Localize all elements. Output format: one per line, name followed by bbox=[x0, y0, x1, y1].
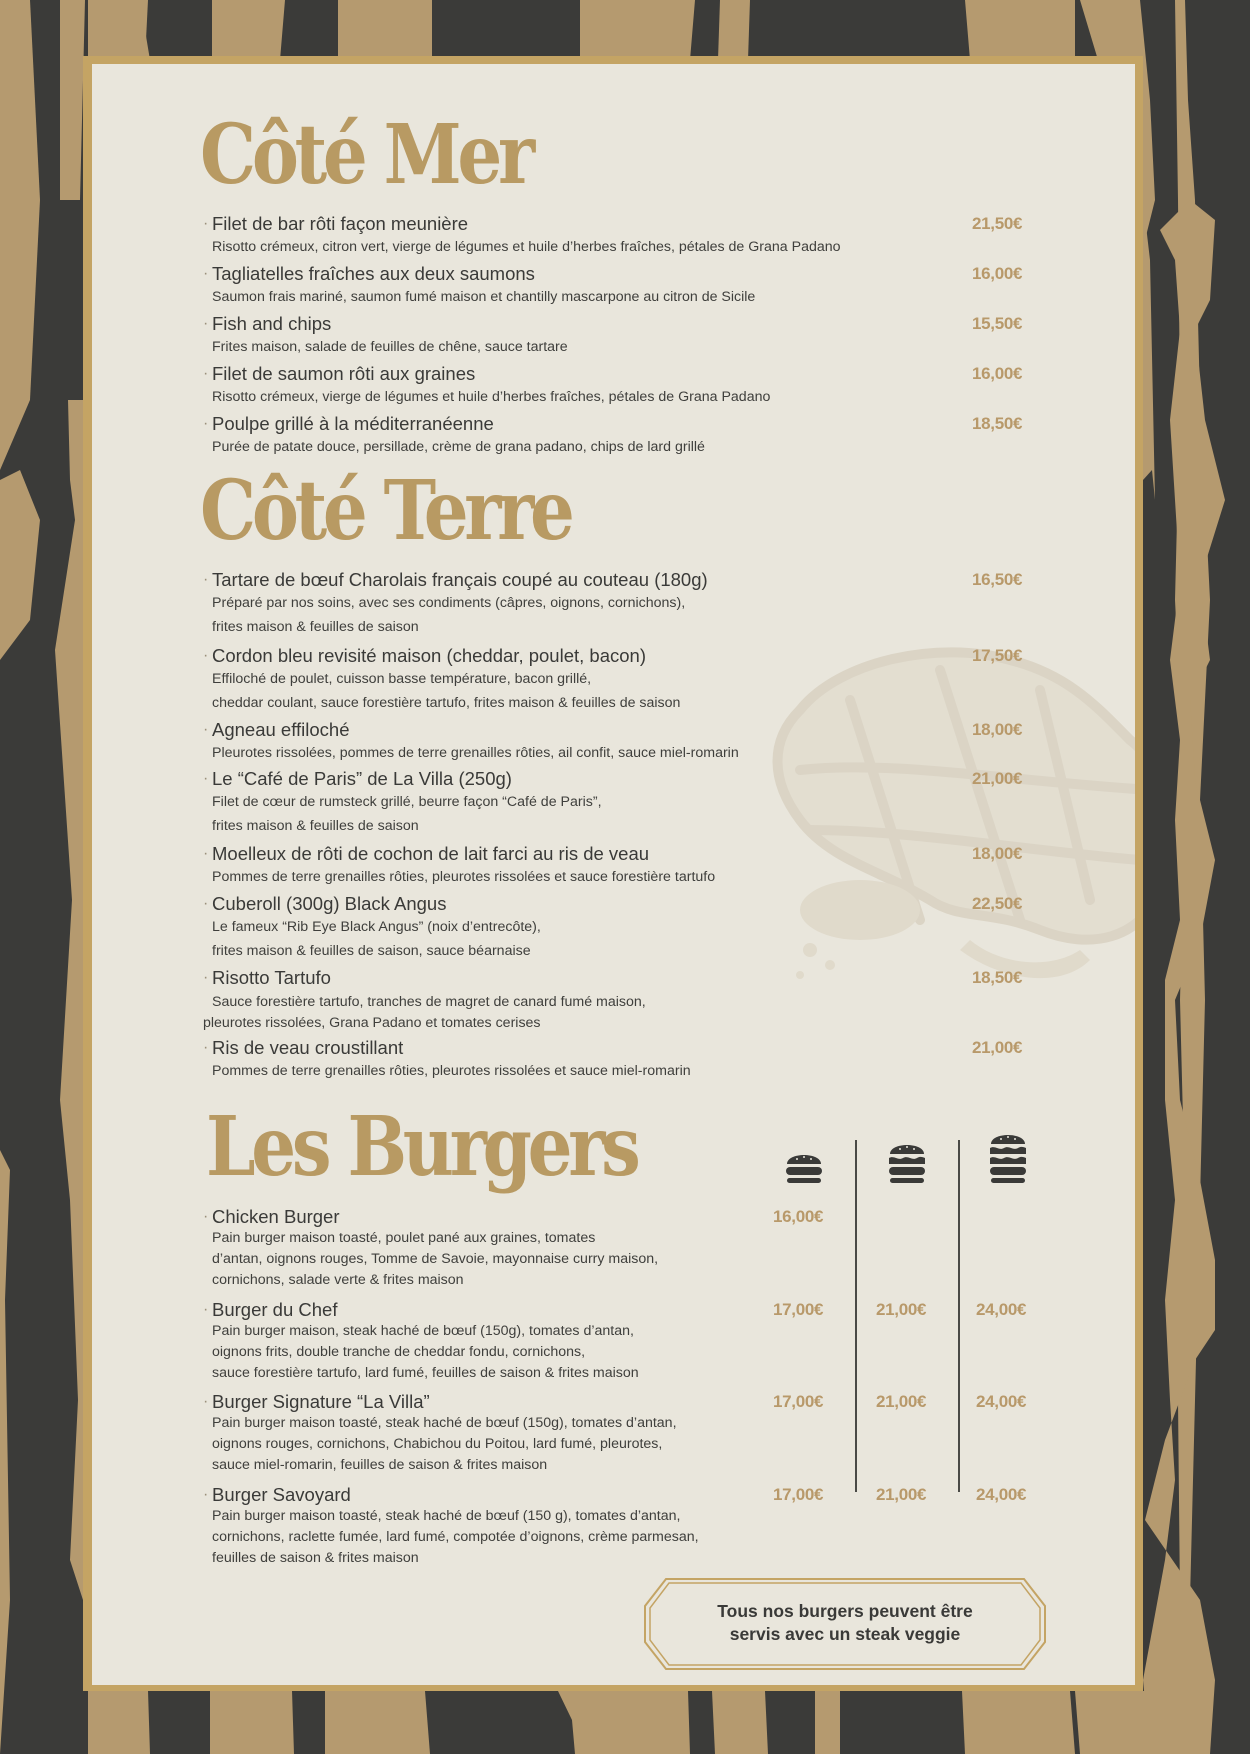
item-desc: cheddar coulant, sauce forestière tartufo, frites maison & feuilles de saison bbox=[212, 695, 681, 711]
item-desc: Frites maison, salade de feuilles de chêne, sauce tartare bbox=[212, 339, 568, 355]
item-name: · Filet de saumon rôti aux graines bbox=[203, 363, 953, 385]
menu-item bbox=[203, 1206, 953, 1291]
item-desc: Pommes de terre grenailles rôties, pleurotes rissolées et sauce miel-romarin bbox=[212, 1063, 691, 1079]
item-desc: Préparé par nos soins, avec ses condiments (câpres, oignons, cornichons), bbox=[212, 595, 686, 611]
item-price: 18,00€ bbox=[972, 720, 1023, 739]
menu-item bbox=[203, 263, 953, 309]
item-price-triple: 24,00€ bbox=[976, 1392, 1027, 1411]
item-desc: sauce miel-romarin, feuilles de saison & frites maison bbox=[212, 1457, 548, 1473]
menu-item bbox=[203, 363, 953, 409]
item-name: · Burger Signature “La Villa” bbox=[203, 1391, 953, 1413]
menu-item bbox=[203, 1299, 953, 1384]
veggie-note-box bbox=[644, 1578, 1046, 1670]
section-title-burgers: Les Burgers bbox=[206, 1099, 637, 1195]
menu-item bbox=[203, 1391, 953, 1476]
menu-panel bbox=[92, 64, 1135, 1685]
item-name: · Ris de veau croustillant bbox=[203, 1037, 953, 1059]
column-divider bbox=[958, 1140, 960, 1492]
item-name: · Filet de bar rôti façon meunière bbox=[203, 213, 953, 235]
menu-item bbox=[203, 213, 953, 259]
double-burger-icon bbox=[888, 1140, 926, 1184]
veggie-note-text bbox=[644, 1600, 1046, 1646]
item-price-triple: 24,00€ bbox=[976, 1485, 1027, 1504]
item-desc: Purée de patate douce, persillade, crème de grana padano, chips de lard grillé bbox=[212, 439, 705, 455]
item-price: 18,50€ bbox=[972, 968, 1023, 987]
item-desc: Sauce forestière tartufo, tranches de magret de canard fumé maison, bbox=[212, 994, 646, 1010]
menu-item bbox=[203, 1484, 953, 1569]
item-desc: Pain burger maison toasté, steak haché de bœuf (150 g), tomates d’antan, bbox=[212, 1508, 681, 1524]
item-price-single: 16,00€ bbox=[773, 1207, 824, 1226]
item-desc bbox=[203, 1013, 953, 1034]
item-name: · Burger Savoyard bbox=[203, 1484, 953, 1506]
item-desc: cornichons, raclette fumée, lard fumé, compotée d’oignons, crème parmesan, bbox=[212, 1529, 699, 1545]
item-name: · Le “Café de Paris” de La Villa (250g) bbox=[203, 768, 953, 790]
item-name: · Agneau effiloché bbox=[203, 719, 953, 741]
item-desc: Pommes de terre grenailles rôties, pleurotes rissolées et sauce forestière tartufo bbox=[212, 869, 716, 885]
menu-item bbox=[203, 569, 953, 639]
item-desc: frites maison & feuilles de saison, sauce béarnaise bbox=[212, 943, 531, 959]
item-price: 21,50€ bbox=[972, 214, 1023, 233]
item-price: 22,50€ bbox=[972, 894, 1023, 913]
item-price-single: 17,00€ bbox=[773, 1392, 824, 1411]
item-desc: Pleurotes rissolées, pommes de terre grenailles rôties, ail confit, sauce miel-romarin bbox=[212, 745, 739, 761]
menu-item bbox=[203, 645, 953, 715]
item-price: 21,00€ bbox=[972, 769, 1023, 788]
section-title-mer: Côté Mer bbox=[200, 107, 531, 203]
veggie-note-line: Tous nos burgers peuvent être bbox=[717, 1601, 973, 1621]
menu-item bbox=[203, 1037, 953, 1083]
menu-item bbox=[203, 413, 953, 459]
menu-item bbox=[203, 843, 953, 889]
item-name: · Moelleux de rôti de cochon de lait farci au ris de veau bbox=[203, 843, 953, 865]
menu-item bbox=[203, 893, 953, 963]
item-price: 18,50€ bbox=[972, 414, 1023, 433]
item-desc: sauce forestière tartufo, lard fumé, feuilles de saison & frites maison bbox=[212, 1365, 639, 1381]
item-desc: Pain burger maison toasté, steak haché de bœuf (150g), tomates d’antan, bbox=[212, 1415, 677, 1431]
item-name: · Fish and chips bbox=[203, 313, 953, 335]
item-name: · Chicken Burger bbox=[203, 1206, 953, 1228]
item-desc: d’antan, oignons rouges, Tomme de Savoie, mayonnaise curry maison, bbox=[212, 1251, 659, 1267]
item-price-double: 21,00€ bbox=[876, 1300, 927, 1319]
item-price-double: 21,00€ bbox=[876, 1485, 927, 1504]
item-desc: Risotto crémeux, citron vert, vierge de légumes et huile d’herbes fraîches, pétales de Grana Padano bbox=[212, 239, 841, 255]
item-name: · Cuberoll (300g) Black Angus bbox=[203, 893, 953, 915]
item-price: 18,00€ bbox=[972, 844, 1023, 863]
item-desc: cornichons, salade verte & frites maison bbox=[212, 1272, 464, 1288]
item-desc: frites maison & feuilles de saison bbox=[212, 818, 419, 834]
item-name: · Risotto Tartufo bbox=[203, 967, 953, 989]
item-desc: Pain burger maison, steak haché de bœuf (150g), tomates d’antan, bbox=[212, 1323, 634, 1339]
item-desc: Pain burger maison toasté, poulet pané aux graines, tomates bbox=[212, 1230, 596, 1246]
item-price: 21,00€ bbox=[972, 1038, 1023, 1057]
item-name: · Tartare de bœuf Charolais français coupé au couteau (180g) bbox=[203, 569, 953, 591]
item-desc: oignons rouges, cornichons, Chabichou du Poitou, lard fumé, pleurotes, bbox=[212, 1436, 663, 1452]
item-desc-line: pleurotes rissolées, Grana Padano et tomates cerises bbox=[203, 1015, 541, 1031]
item-name: · Poulpe grillé à la méditerranéenne bbox=[203, 413, 953, 435]
single-burger-icon bbox=[785, 1150, 823, 1184]
veggie-note-line: servis avec un steak veggie bbox=[729, 1624, 961, 1644]
item-price: 16,00€ bbox=[972, 364, 1023, 383]
triple-burger-icon bbox=[989, 1130, 1027, 1184]
item-name: · Burger du Chef bbox=[203, 1299, 953, 1321]
item-desc: Le fameux “Rib Eye Black Angus” (noix d’entrecôte), bbox=[212, 919, 541, 935]
item-price: 17,50€ bbox=[972, 646, 1023, 665]
item-price-single: 17,00€ bbox=[773, 1300, 824, 1319]
item-desc: Risotto crémeux, vierge de légumes et huile d’herbes fraîches, pétales de Grana Padano bbox=[212, 389, 771, 405]
menu-item bbox=[203, 967, 953, 1034]
item-price-triple: 24,00€ bbox=[976, 1300, 1027, 1319]
item-desc: oignons frits, double tranche de cheddar fondu, cornichons, bbox=[212, 1344, 586, 1360]
item-name: · Cordon bleu revisité maison (cheddar, poulet, bacon) bbox=[203, 645, 953, 667]
item-price: 16,50€ bbox=[972, 570, 1023, 589]
section-title-terre: Côté Terre bbox=[200, 463, 571, 559]
item-desc: Effiloché de poulet, cuisson basse température, bacon grillé, bbox=[212, 671, 592, 687]
item-name: · Tagliatelles fraîches aux deux saumons bbox=[203, 263, 953, 285]
menu-item bbox=[203, 768, 953, 838]
menu-item bbox=[203, 313, 953, 359]
item-desc: feuilles de saison & frites maison bbox=[212, 1550, 419, 1566]
menu-item bbox=[203, 719, 953, 765]
item-price-single: 17,00€ bbox=[773, 1485, 824, 1504]
item-price: 16,00€ bbox=[972, 264, 1023, 283]
item-price-double: 21,00€ bbox=[876, 1392, 927, 1411]
item-desc: Filet de cœur de rumsteck grillé, beurre façon “Café de Paris”, bbox=[212, 794, 602, 810]
item-desc: frites maison & feuilles de saison bbox=[212, 619, 419, 635]
item-price: 15,50€ bbox=[972, 314, 1023, 333]
item-desc: Saumon frais mariné, saumon fumé maison et chantilly mascarpone au citron de Sicile bbox=[212, 289, 756, 305]
